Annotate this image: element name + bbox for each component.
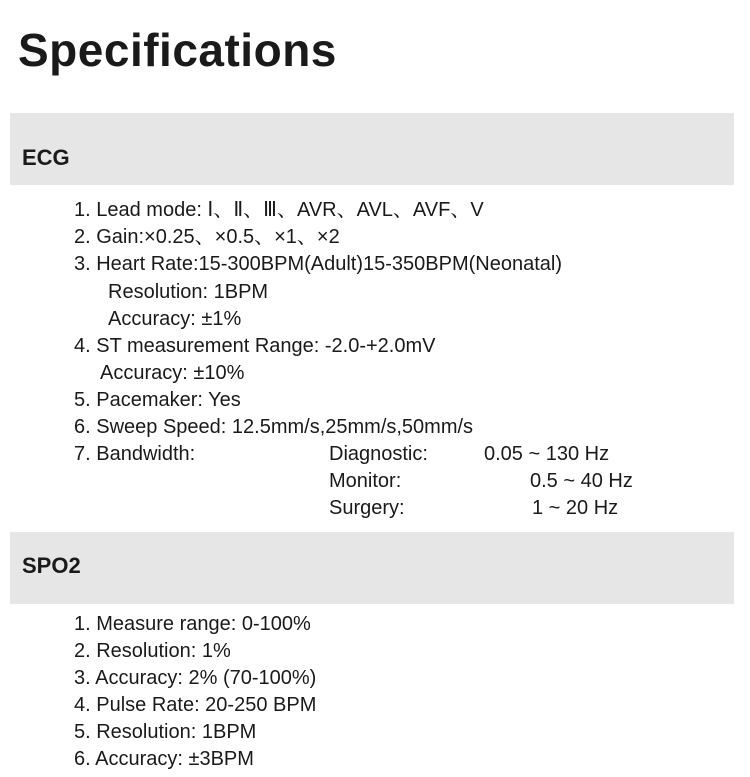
page-title: Specifications bbox=[18, 24, 337, 76]
ecg-spec-pacemaker: 5. Pacemaker: Yes bbox=[74, 389, 241, 411]
spo2-spec-measure-range: 1. Measure range: 0-100% bbox=[74, 613, 311, 635]
ecg-spec-heart-rate-accuracy: Accuracy: ±1% bbox=[108, 308, 242, 330]
bandwidth-range-diagnostic: 0.05 ~ 130 Hz bbox=[484, 443, 610, 465]
bandwidth-mode-monitor: Monitor: bbox=[329, 470, 402, 492]
ecg-section-title: ECG bbox=[22, 145, 70, 170]
spo2-spec-pulse-accuracy: 6. Accuracy: ±3BPM bbox=[74, 748, 254, 770]
spo2-section-title: SPO2 bbox=[22, 553, 81, 578]
ecg-spec-sweep-speed: 6. Sweep Speed: 12.5mm/s,25mm/s,50mm/s bbox=[74, 416, 474, 438]
ecg-spec-bandwidth-label: 7. Bandwidth: bbox=[74, 443, 196, 465]
ecg-spec-heart-rate-resolution: Resolution: 1BPM bbox=[108, 281, 269, 303]
ecg-spec-heart-rate: 3. Heart Rate:15-300BPM(Adult)15-350BPM(Neonatal) bbox=[74, 253, 563, 275]
bandwidth-range-surgery: 1 ~ 20 Hz bbox=[532, 497, 619, 519]
spo2-spec-pulse-rate: 4. Pulse Rate: 20-250 BPM bbox=[74, 694, 317, 716]
ecg-section-header bbox=[10, 113, 734, 185]
ecg-spec-st-accuracy: Accuracy: ±10% bbox=[100, 362, 245, 384]
ecg-spec-gain: 2. Gain:×0.25、×0.5、×1、×2 bbox=[74, 226, 340, 248]
ecg-spec-lead-mode: 1. Lead mode: Ⅰ、Ⅱ、Ⅲ、AVR、AVL、AVF、V bbox=[74, 199, 484, 221]
spo2-spec-resolution: 2. Resolution: 1% bbox=[74, 640, 231, 662]
bandwidth-mode-surgery: Surgery: bbox=[329, 497, 405, 519]
spo2-section-header bbox=[10, 532, 734, 604]
ecg-spec-st-range: 4. ST measurement Range: -2.0-+2.0mV bbox=[74, 335, 436, 357]
spo2-spec-accuracy: 3. Accuracy: 2% (70-100%) bbox=[74, 667, 317, 689]
bandwidth-mode-diagnostic: Diagnostic: bbox=[329, 443, 428, 465]
spo2-spec-pulse-resolution: 5. Resolution: 1BPM bbox=[74, 721, 257, 743]
bandwidth-range-monitor: 0.5 ~ 40 Hz bbox=[530, 470, 633, 492]
